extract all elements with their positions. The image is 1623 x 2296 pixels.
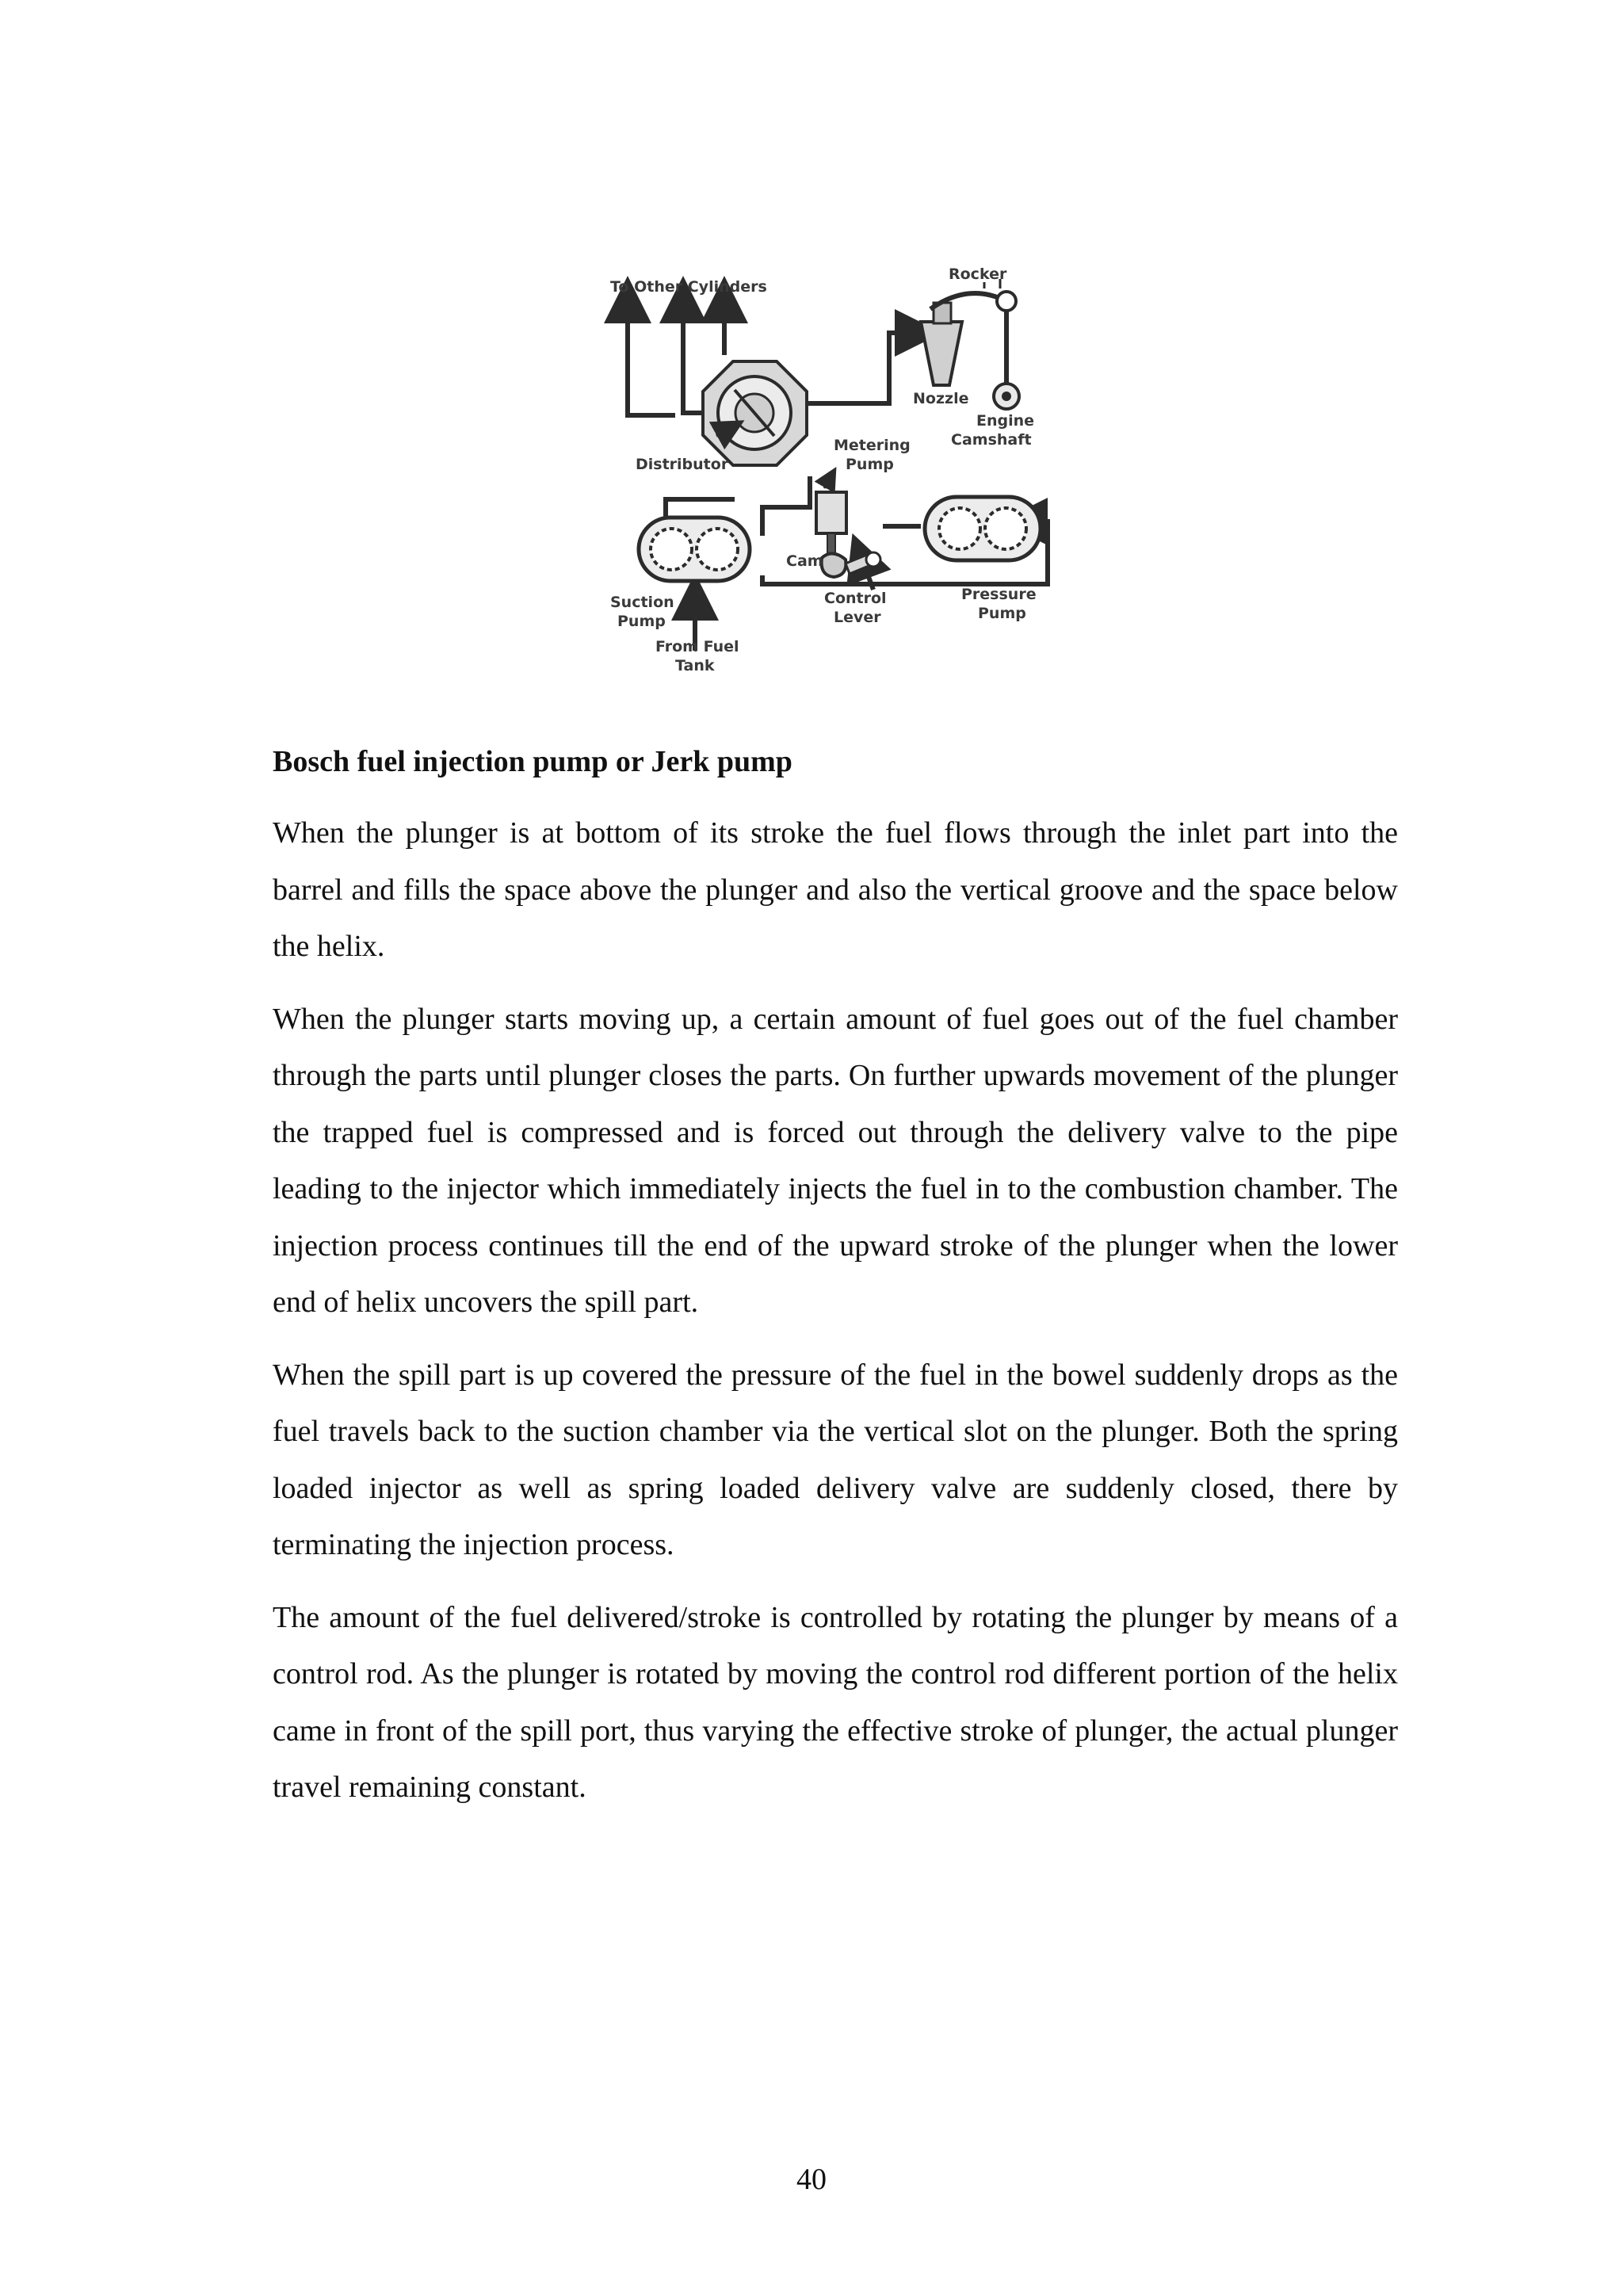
label-pressure-pump: Pump	[978, 605, 1026, 622]
paragraph-4: The amount of the fuel delivered/stroke is controlled by rotating the plunger by means of a control rod. As the plunger is rotated by moving the control rod different portion of the helix came in front of the spill port, thus varying the effective stroke of plunger, the actual plunger travel remaining constant.	[273, 1600, 1398, 1804]
label-tank: Tank	[675, 657, 715, 674]
label-to-other-cylinders: To Other Cylinders	[610, 278, 767, 296]
paragraph-1: When the plunger is at bottom of its stroke the fuel flows through the inlet part into the barrel and fills the space above the plunger and also the vertical groove and the space below the helix.	[273, 816, 1398, 963]
label-camshaft: Camshaft	[951, 431, 1032, 449]
suction-pump-group	[639, 518, 750, 581]
label-pressure: Pressure	[961, 586, 1037, 603]
label-metering-pump: Pump	[846, 456, 894, 473]
pressure-pump-group	[925, 497, 1041, 560]
label-rocker: Rocker	[949, 266, 1007, 283]
pipe-suction-to-metering	[762, 476, 810, 536]
pipe-to-other-cylinders-left	[628, 300, 675, 415]
label-cam: Cam	[786, 552, 823, 570]
label-lever: Lever	[834, 609, 881, 626]
label-metering: Metering	[834, 437, 911, 454]
label-distributor: Distributor	[636, 456, 729, 473]
label-control: Control	[824, 590, 887, 607]
label-suction-pump: Pump	[617, 613, 666, 630]
distributor-group	[703, 361, 807, 465]
metering-pump-group	[816, 477, 880, 577]
paragraph-3: When the spill part is up covered the pressure of the fuel in the bowel suddenly drops as the fuel travels back to the suction chamber via the vertical slot on the plunger. Both the spring loaded injector as well as spring loaded delivery valve are suddenly closed, there by terminating the injection process.	[273, 1358, 1398, 1561]
paragraph-2: When the plunger starts moving up, a certain amount of fuel goes out of the fuel chamber through the parts until plunger closes the parts. On further upwards movement of the plunger the trapped fuel is compressed and is forced out through the delivery valve to the pipe leading to the injector which immediately injects the fuel in to the combustion chamber. The injection process continues till the end of the upward stroke of the plunger when the lower end of helix uncovers the spill part.	[273, 1002, 1398, 1319]
label-from-fuel: From Fuel	[655, 638, 739, 655]
page-number: 40	[796, 2163, 827, 2196]
section-heading: Bosch fuel injection pump or Jerk pump	[273, 745, 792, 778]
label-engine: Engine	[976, 412, 1035, 430]
label-suction: Suction	[610, 594, 674, 611]
label-nozzle: Nozzle	[913, 390, 969, 407]
section-body	[273, 742, 1398, 1832]
fuel-injection-system-diagram	[572, 235, 1067, 686]
